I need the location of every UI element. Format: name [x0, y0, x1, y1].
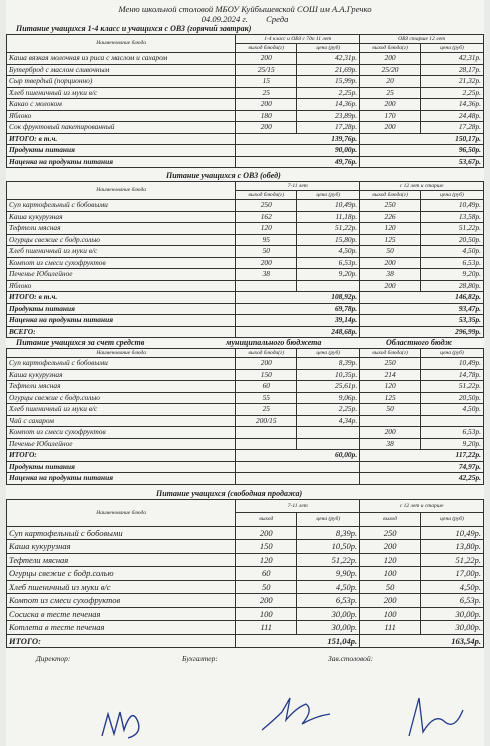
- dish-out: 200: [360, 99, 421, 111]
- dish-price: 51,22р.: [297, 553, 360, 567]
- menu-row: [7, 381, 484, 393]
- itogo-value-2: 163,54р.: [360, 634, 484, 648]
- dish-name: Хлеб пшеничный из муки в/с: [7, 87, 236, 99]
- group-header-1: 7-11 лет: [236, 499, 360, 513]
- dish-name: Сосиска в тесте печеная: [7, 607, 236, 621]
- dish-out: 111: [360, 621, 421, 635]
- dish-out: 200: [360, 594, 421, 608]
- dish-out: 120: [236, 223, 297, 235]
- dish-name: Каша кукурузная: [7, 211, 236, 223]
- col-out: выход: [236, 513, 297, 527]
- s3-title-2: муниципального бюджета: [226, 338, 322, 347]
- dish-name: Компот из смеси сухофруктов: [7, 427, 236, 439]
- dish-price: 14,36р.: [421, 99, 484, 111]
- s2-table: [6, 181, 484, 338]
- itogo-label: ИТОГО: в т.ч.: [7, 133, 236, 145]
- dish-out: 170: [360, 110, 421, 122]
- markup-row: [7, 473, 484, 485]
- dish-price: 51,22р.: [421, 553, 484, 567]
- dish-name: Огурцы свежие с бодр.солью: [7, 392, 236, 404]
- menu-row: [7, 621, 484, 635]
- col-price: цена (руб): [297, 44, 360, 53]
- total-label: ВСЕГО:: [7, 326, 236, 338]
- dish-name: Сыр твердый (порционно): [7, 76, 236, 88]
- dish-name: Каша вязкая молочная из риса с маслом и сахаром: [7, 53, 236, 65]
- menu-row: [7, 540, 484, 554]
- dish-out: [236, 280, 297, 292]
- dish-price: 13,58р.: [421, 211, 484, 223]
- menu-row: [7, 607, 484, 621]
- dish-price: 11,18р.: [297, 211, 360, 223]
- dish-price: 20,50р.: [421, 392, 484, 404]
- dish-price: 28,80р.: [421, 280, 484, 292]
- s4-title: Питание учащихся (свободная продажа): [156, 488, 303, 498]
- dish-out: 250: [360, 200, 421, 212]
- col-price: цена (руб): [421, 349, 484, 358]
- dish-out: [236, 438, 297, 450]
- products-row: [7, 303, 484, 315]
- dish-out: 200: [236, 122, 297, 134]
- markup-label: Наценка на продукты питания: [7, 156, 236, 168]
- director-signature: [98, 700, 148, 744]
- menu-row: [7, 122, 484, 134]
- dish-out: 50: [360, 404, 421, 416]
- dish-out: 25/15: [236, 64, 297, 76]
- dish-price: 2,25р.: [421, 87, 484, 99]
- total-value-2: 296,99р.: [360, 326, 484, 338]
- menu-row: [7, 404, 484, 416]
- dish-price: 10,49р.: [421, 358, 484, 370]
- dish-price: 17,28р.: [421, 122, 484, 134]
- dish-price: 10,50р.: [297, 540, 360, 554]
- col-price: цена (руб): [297, 349, 360, 358]
- col-out: выход блюда(г): [236, 44, 297, 53]
- products-value-2: 93,47р.: [360, 303, 484, 315]
- dish-name: Компот из смеси сухофруктов: [7, 257, 236, 269]
- dish-price: [297, 280, 360, 292]
- dish-out: 200: [360, 427, 421, 439]
- dish-out: 200: [236, 526, 297, 540]
- menu-row: [7, 246, 484, 258]
- menu-row: [7, 580, 484, 594]
- table-group-header: [7, 499, 484, 513]
- dish-price: [297, 427, 360, 439]
- markup-row: [7, 156, 484, 168]
- dish-out: 200: [360, 257, 421, 269]
- dish-out: 25: [236, 87, 297, 99]
- dish-price: 10,49р.: [421, 200, 484, 212]
- dish-out: 250: [360, 358, 421, 370]
- menu-row: [7, 211, 484, 223]
- dish-out: 100: [360, 607, 421, 621]
- col-header-name: Наименование блюда: [7, 35, 236, 53]
- markup-value-2: 53,35р.: [360, 315, 484, 327]
- dish-price: 4,50р.: [297, 580, 360, 594]
- s2-title: Питание учащихся с ОВЗ (обед): [166, 171, 281, 180]
- dish-price: 4,50р.: [297, 246, 360, 258]
- dish-price: 14,36р.: [297, 99, 360, 111]
- s4-table: [6, 499, 484, 649]
- itogo-value-2: 150,17р.: [360, 133, 484, 145]
- dish-price: 28,17р.: [421, 64, 484, 76]
- dish-name: Тефтели мясная: [7, 381, 236, 393]
- table-group-header: [7, 182, 484, 191]
- dish-price: 15,99р.: [297, 76, 360, 88]
- dish-out: 50: [360, 246, 421, 258]
- dish-out: 25: [236, 404, 297, 416]
- dish-out: 250: [236, 200, 297, 212]
- dish-out: 200: [360, 280, 421, 292]
- menu-document: [6, 0, 484, 746]
- col-header-name: Наименование блюда: [7, 499, 236, 526]
- dish-out: 200: [236, 594, 297, 608]
- col-out: выход блюда(г): [360, 44, 421, 53]
- dish-price: 24,48р.: [421, 110, 484, 122]
- products-label: Продукты питания: [7, 461, 236, 473]
- dish-price: 6,53р.: [421, 427, 484, 439]
- products-value-1: 69,78р.: [236, 303, 360, 315]
- dish-name: Яблоко: [7, 280, 236, 292]
- deputy-signature: [401, 692, 471, 742]
- products-row: [7, 145, 484, 157]
- dish-name: Бутерброд с маслом сливочным: [7, 64, 236, 76]
- dish-name: Хлеб пшеничный из муки в/с: [7, 246, 236, 258]
- menu-row: [7, 234, 484, 246]
- dish-price: 42,31р.: [297, 53, 360, 65]
- dish-out: 100: [236, 607, 297, 621]
- menu-row: [7, 415, 484, 427]
- menu-row: [7, 53, 484, 65]
- s3-title-1: Питание учащихся за счет средств: [16, 338, 145, 347]
- menu-row: [7, 427, 484, 439]
- dish-out: 125: [360, 392, 421, 404]
- col-out: выход блюда(г): [360, 349, 421, 358]
- dish-out: 38: [360, 438, 421, 450]
- markup-value-1: 39,14р.: [236, 315, 360, 327]
- itogo-row: [7, 292, 484, 304]
- dish-out: 200: [236, 257, 297, 269]
- products-value-2: 74,97р.: [360, 461, 484, 473]
- itogo-row: [7, 634, 484, 648]
- dish-out: 95: [236, 234, 297, 246]
- dish-name: Котлета в тесте печеная: [7, 621, 236, 635]
- markup-label: Наценка на продукты питания: [7, 315, 236, 327]
- markup-value-1: [236, 473, 360, 485]
- dish-name: Яблоко: [7, 110, 236, 122]
- col-out: выход: [360, 513, 421, 527]
- markup-label: Наценка на продукты питания: [7, 473, 236, 485]
- total-row: [7, 326, 484, 338]
- dish-out: 60: [236, 567, 297, 581]
- dish-out: 50: [236, 246, 297, 258]
- dish-name: Тефтели мясная: [7, 553, 236, 567]
- dish-out: 25/20: [360, 64, 421, 76]
- menu-row: [7, 594, 484, 608]
- dish-price: 9,90р.: [297, 567, 360, 581]
- s1-title: Питание учащихся 1-4 класс и учащихся с ОВЗ (горячий завтрак): [16, 24, 252, 33]
- dish-price: 13,80р.: [421, 540, 484, 554]
- menu-row: [7, 87, 484, 99]
- dish-price: 10,49р.: [297, 200, 360, 212]
- itogo-value-2: 146,82р.: [360, 292, 484, 304]
- dish-price: 42,31р.: [421, 53, 484, 65]
- dish-price: 30,00р.: [297, 621, 360, 635]
- dish-price: 10,35р.: [297, 369, 360, 381]
- dish-price: 6,53р.: [421, 257, 484, 269]
- group-header-1: 7-11 лет: [236, 182, 360, 191]
- group-header-2: ОВЗ старше 12 лет: [360, 35, 484, 44]
- dish-price: 9,20р.: [421, 269, 484, 281]
- group-header-2: с 12 лет и старше: [360, 182, 484, 191]
- dish-out: 200: [236, 53, 297, 65]
- total-value-1: 248,68р.: [236, 326, 360, 338]
- dish-price: 4,50р.: [421, 246, 484, 258]
- itogo-row: [7, 450, 484, 462]
- dish-price: 17,28р.: [297, 122, 360, 134]
- table-group-header: [7, 35, 484, 44]
- menu-row: [7, 223, 484, 235]
- menu-row: [7, 99, 484, 111]
- dish-out: 38: [236, 269, 297, 281]
- dish-name: Суп картофельный с бобовыми: [7, 358, 236, 370]
- dish-price: 2,25р.: [297, 404, 360, 416]
- dish-out: 120: [236, 553, 297, 567]
- dish-price: 9,06р.: [297, 392, 360, 404]
- dish-name: Суп картофельный с бобовыми: [7, 526, 236, 540]
- dish-name: Печенье Юбилейное: [7, 269, 236, 281]
- dish-out: 226: [360, 211, 421, 223]
- dish-out: 125: [360, 234, 421, 246]
- dish-price: 23,89р.: [297, 110, 360, 122]
- products-label: Продукты питания: [7, 303, 236, 315]
- dish-out: 120: [360, 381, 421, 393]
- dish-out: 200: [236, 99, 297, 111]
- col-out: выход блюда(г): [236, 349, 297, 358]
- dish-out: 214: [360, 369, 421, 381]
- s1-table: [6, 34, 484, 168]
- group-header-2: с 12 лет и старше: [360, 499, 484, 513]
- col-price: цена (руб): [421, 191, 484, 200]
- col-header-name: Наименование блюда: [7, 349, 236, 358]
- dish-price: 6,53р.: [297, 257, 360, 269]
- products-value-1: 90,00р.: [236, 145, 360, 157]
- deputy-label: Зав.столовой:: [328, 654, 374, 663]
- menu-row: [7, 567, 484, 581]
- dish-price: 30,00р.: [421, 621, 484, 635]
- header-title: Меню школьной столовой МБОУ Куйбышевской СОШ им А.А.Гречко: [118, 4, 372, 14]
- menu-row: [7, 269, 484, 281]
- dish-out: 200: [360, 53, 421, 65]
- dish-price: 51,22р.: [297, 223, 360, 235]
- col-price: цена (руб): [421, 513, 484, 527]
- menu-row: [7, 369, 484, 381]
- accountant-signature: [256, 690, 336, 740]
- dish-out: 111: [236, 621, 297, 635]
- menu-row: [7, 110, 484, 122]
- dish-price: 51,22р.: [421, 381, 484, 393]
- accountant-label: Бухгалтер:: [182, 654, 218, 663]
- dish-price: 8,39р.: [297, 358, 360, 370]
- col-price: цена (руб): [297, 191, 360, 200]
- products-value-2: 96,50р.: [360, 145, 484, 157]
- dish-price: 20,50р.: [421, 234, 484, 246]
- menu-row: [7, 553, 484, 567]
- menu-row: [7, 257, 484, 269]
- menu-row: [7, 526, 484, 540]
- col-header-name: Наименование блюда: [7, 182, 236, 200]
- dish-out: 200: [360, 540, 421, 554]
- dish-out: 200: [236, 358, 297, 370]
- dish-out: [360, 415, 421, 427]
- dish-out: 250: [360, 526, 421, 540]
- dish-out: 20: [360, 76, 421, 88]
- dish-price: 4,50р.: [421, 580, 484, 594]
- dish-name: Суп картофельный с бобовыми: [7, 200, 236, 212]
- menu-row: [7, 280, 484, 292]
- dish-price: 9,20р.: [421, 438, 484, 450]
- col-out: выход блюда(г): [236, 191, 297, 200]
- dish-out: 150: [236, 540, 297, 554]
- markup-value-1: 49,76р.: [236, 156, 360, 168]
- dish-out: 120: [360, 553, 421, 567]
- dish-price: 4,50р.: [421, 404, 484, 416]
- menu-row: [7, 76, 484, 88]
- dish-name: Хлеб пшеничный из муки в/с: [7, 404, 236, 416]
- dish-out: [236, 427, 297, 439]
- dish-out: 120: [360, 223, 421, 235]
- s3-title: [6, 338, 484, 348]
- dish-price: 15,80р.: [297, 234, 360, 246]
- itogo-value-1: 151,04р.: [236, 634, 360, 648]
- dish-price: 8,39р.: [297, 526, 360, 540]
- dish-price: 51,22р.: [421, 223, 484, 235]
- itogo-value-1: 139,76р.: [236, 133, 360, 145]
- header-date: 04.09.2024 г.: [201, 14, 248, 24]
- dish-name: Компот из смеси сухофруктов: [7, 594, 236, 608]
- dish-out: 50: [360, 580, 421, 594]
- s3-table: [6, 348, 484, 485]
- dish-price: 30,00р.: [421, 607, 484, 621]
- dish-out: 180: [236, 110, 297, 122]
- dish-out: 200/15: [236, 415, 297, 427]
- header-date-line: [6, 14, 484, 24]
- dish-name: Каша кукурузная: [7, 540, 236, 554]
- dish-price: [421, 415, 484, 427]
- dish-out: 100: [360, 567, 421, 581]
- dish-name: Печенье Юбилейное: [7, 438, 236, 450]
- dish-out: 200: [360, 122, 421, 134]
- dish-out: 150: [236, 369, 297, 381]
- markup-value-2: 53,67р.: [360, 156, 484, 168]
- dish-price: 30,00р.: [297, 607, 360, 621]
- dish-name: Огурцы свежие с бодр.солью: [7, 567, 236, 581]
- signatures: [6, 648, 484, 663]
- itogo-row: [7, 133, 484, 145]
- dish-out: 38: [360, 269, 421, 281]
- itogo-value-1: 108,92р.: [236, 292, 360, 304]
- dish-price: 9,20р.: [297, 269, 360, 281]
- dish-price: 6,53р.: [297, 594, 360, 608]
- dish-name: Чай с сахаром: [7, 415, 236, 427]
- markup-row: [7, 315, 484, 327]
- dish-price: 10,49р.: [421, 526, 484, 540]
- dish-price: 21,69р.: [297, 64, 360, 76]
- dish-out: 50: [236, 580, 297, 594]
- dish-name: Огурцы свежие с бодр.солью: [7, 234, 236, 246]
- dish-price: 25,61р.: [297, 381, 360, 393]
- itogo-label: ИТОГО: в т.ч.: [7, 292, 236, 304]
- products-value-1: [236, 461, 360, 473]
- menu-row: [7, 392, 484, 404]
- director-label: Директор:: [36, 654, 71, 663]
- group-header-1: 1-4 класс и ОВЗ с 7до 11 лет: [236, 35, 360, 44]
- dish-price: 4,34р.: [297, 415, 360, 427]
- dish-price: 17,00р.: [421, 567, 484, 581]
- dish-name: Сок фруктовый пакетированный: [7, 122, 236, 134]
- dish-out: 55: [236, 392, 297, 404]
- dish-out: 25: [360, 87, 421, 99]
- dish-out: 162: [236, 211, 297, 223]
- products-label: Продукты питания: [7, 145, 236, 157]
- itogo-label: ИТОГО:: [7, 450, 236, 462]
- itogo-label: ИТОГО:: [7, 634, 236, 648]
- dish-name: Тефтели мясная: [7, 223, 236, 235]
- menu-row: [7, 358, 484, 370]
- dish-price: 2,25р.: [297, 87, 360, 99]
- table-header: [7, 349, 484, 358]
- dish-name: Каша кукурузная: [7, 369, 236, 381]
- dish-out: 15: [236, 76, 297, 88]
- dish-price: [297, 438, 360, 450]
- itogo-value-2: 117,22р.: [360, 450, 484, 462]
- dish-price: 6,53р.: [421, 594, 484, 608]
- header-weekday: Среда: [266, 14, 289, 24]
- dish-name: Хлеб пшеничный из муки в/с: [7, 580, 236, 594]
- col-price: цена (руб): [297, 513, 360, 527]
- dish-name: Какао с молоком: [7, 99, 236, 111]
- menu-row: [7, 438, 484, 450]
- products-row: [7, 461, 484, 473]
- dish-price: 14,78р.: [421, 369, 484, 381]
- dish-price: 21,32р.: [421, 76, 484, 88]
- s3-title-3: Областного бюдж: [386, 338, 453, 347]
- menu-row: [7, 200, 484, 212]
- dish-out: 60: [236, 381, 297, 393]
- menu-row: [7, 64, 484, 76]
- col-out: выход блюда(г): [360, 191, 421, 200]
- markup-value-2: 42,25р.: [360, 473, 484, 485]
- col-price: цена (руб): [421, 44, 484, 53]
- itogo-value-1: 60,00р.: [236, 450, 360, 462]
